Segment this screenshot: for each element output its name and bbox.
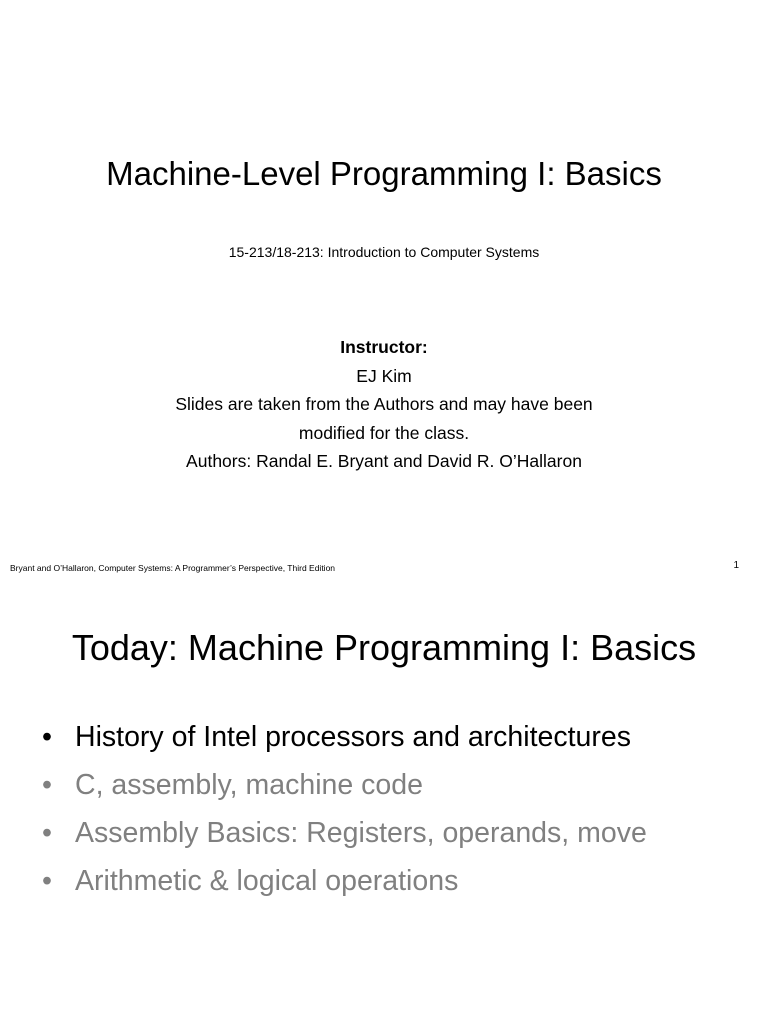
- list-item: [42, 809, 647, 857]
- slide-title-heading: Machine-Level Programming I: Basics: [106, 155, 662, 192]
- slides-note-line-2: modified for the class.: [298, 422, 470, 443]
- instructor-name: EJ Kim: [356, 365, 412, 386]
- course-subtitle: 15-213/18-213: Introduction to Computer Systems: [228, 244, 540, 260]
- bullet-icon: •: [42, 769, 52, 801]
- bullet-icon: •: [42, 721, 52, 753]
- authors-line: Authors: Randal E. Bryant and David R. O’Hallaron: [186, 451, 582, 471]
- list-item-text: Assembly Basics: Registers, operands, move: [75, 817, 647, 849]
- slide-footer: Bryant and O’Hallaron, Computer Systems: A Programmer’s Perspective, Third Edition: [10, 563, 336, 573]
- slide-agenda: [0, 585, 768, 1024]
- list-item: [42, 713, 647, 761]
- list-item-text: Arithmetic & logical operations: [75, 865, 459, 897]
- bullet-icon: •: [42, 865, 52, 897]
- list-item: [42, 857, 647, 905]
- page-number: 1: [733, 560, 739, 571]
- slide-body: [134, 333, 634, 476]
- list-item-text: History of Intel processors and architectures: [75, 721, 631, 753]
- list-item: [42, 761, 647, 809]
- instructor-label: Instructor:: [340, 337, 428, 357]
- bullet-icon: •: [42, 817, 52, 849]
- list-item-text: C, assembly, machine code: [75, 769, 423, 801]
- agenda-list: [42, 713, 647, 905]
- slides-note-line-1: Slides are taken from the Authors and may have been: [175, 394, 593, 414]
- agenda-title: Today: Machine Programming I: Basics: [71, 627, 697, 668]
